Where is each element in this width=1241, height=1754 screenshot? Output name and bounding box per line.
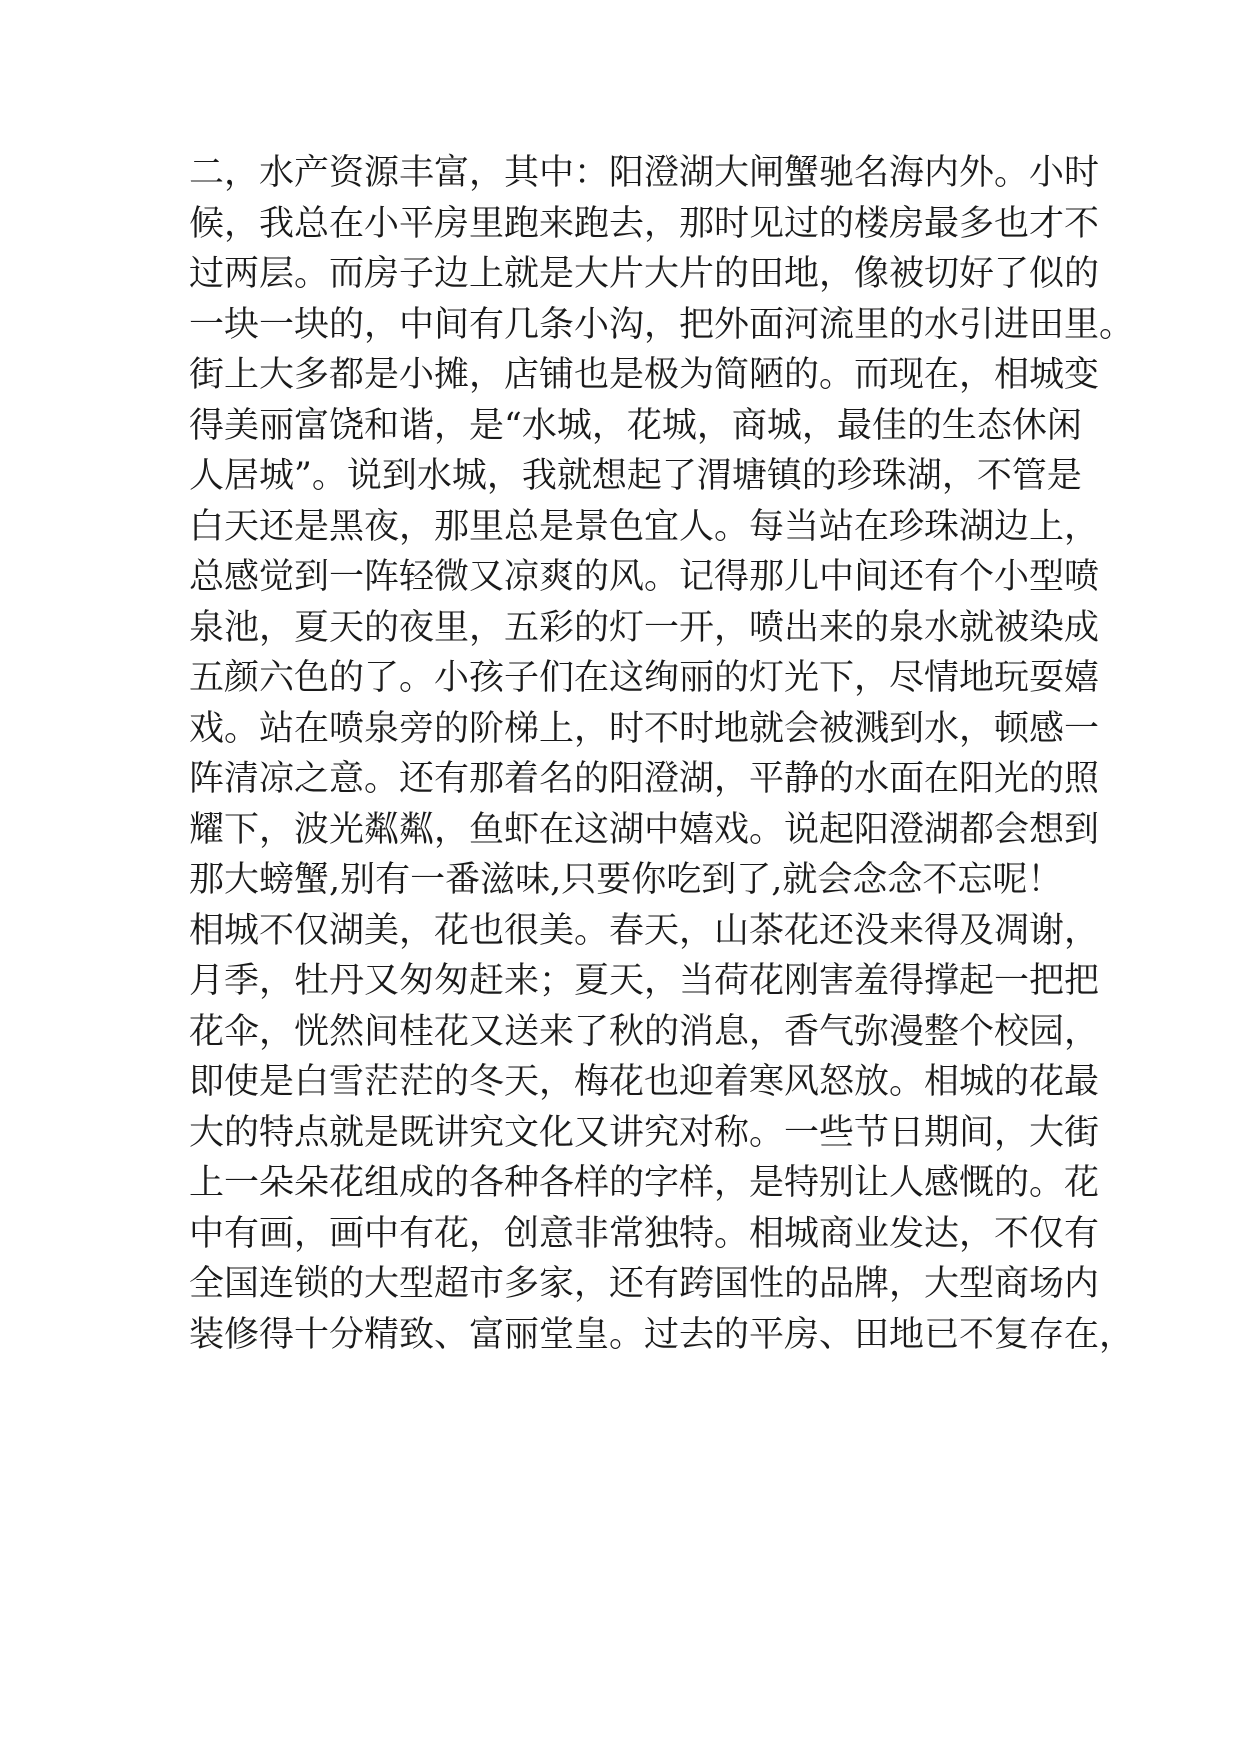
text-line: 上一朵朵花组成的各种各样的字样，是特别让人感慨的。花 (189, 1163, 1100, 1203)
text-line: 阵清凉之意。还有那着名的阳澄湖，平静的水面在阳光的照 (189, 759, 1100, 799)
text-line: 耀下，波光粼粼，鱼虾在这湖中嬉戏。说起阳澄湖都会想到 (189, 809, 1100, 850)
text-line: 月季，牡丹又匆匆赶来；夏天，当荷花刚害羞得撑起一把把 (189, 961, 1100, 1001)
text-line: 总感觉到一阵轻微又凉爽的风。记得那儿中间还有个小型喷 (189, 557, 1100, 597)
text-line: 大的特点就是既讲究文化又讲究对称。一些节日期间，大街 (189, 1112, 1100, 1153)
text-line: 花伞，恍然间桂花又送来了秋的消息，香气弥漫整个校园， (189, 1011, 1100, 1052)
text-line: 候，我总在小平房里跑来跑去，那时见过的楼房最多也才不 (189, 203, 1100, 244)
text-line: 中有画，画中有花，创意非常独特。相城商业发达，不仅有 (189, 1213, 1100, 1254)
body-text (189, 148, 1135, 1360)
text-line: 得美丽富饶和谐，是“水城，花城，商城，最佳的生态休闲 (189, 405, 1082, 446)
text-line: 过两层。而房子边上就是大片大片的田地，像被切好了似的 (189, 254, 1100, 294)
text-line: 五颜六色的了。小孩子们在这绚丽的灯光下，尽情地玩耍嬉 (189, 658, 1100, 698)
text-line: 二，水产资源丰富，其中：阳澄湖大闸蟹驰名海内外。小时 (189, 153, 1100, 193)
text-line: 泉池，夏天的夜里，五彩的灯一开，喷出来的泉水就被染成 (189, 607, 1100, 648)
text-line: 那大螃蟹,别有一番滋味,只要你吃到了,就会念念不忘呢！ (189, 860, 1063, 900)
text-line: 全国连锁的大型超市多家，还有跨国性的品牌，大型商场内 (189, 1264, 1100, 1304)
text-line: 人居城”。说到水城，我就想起了渭塘镇的珍珠湖，不管是 (189, 456, 1082, 496)
text-line: 戏。站在喷泉旁的阶梯上，时不时地就会被溅到水，顿感一 (189, 708, 1100, 749)
text-line: 街上大多都是小摊，店铺也是极为简陋的。而现在，相城变 (189, 355, 1100, 395)
text-line: 一块一块的，中间有几条小沟，把外面河流里的水引进田里。 (189, 304, 1135, 345)
text-line: 即使是白雪茫茫的冬天，梅花也迎着寒风怒放。相城的花最 (189, 1062, 1100, 1102)
text-line: 相城不仅湖美，花也很美。春天，山茶花还没来得及凋谢， (189, 910, 1100, 951)
text-line: 装修得十分精致、富丽堂皇。过去的平房、田地已不复存在， (189, 1314, 1135, 1355)
text-line: 白天还是黑夜，那里总是景色宜人。每当站在珍珠湖边上， (189, 506, 1100, 547)
